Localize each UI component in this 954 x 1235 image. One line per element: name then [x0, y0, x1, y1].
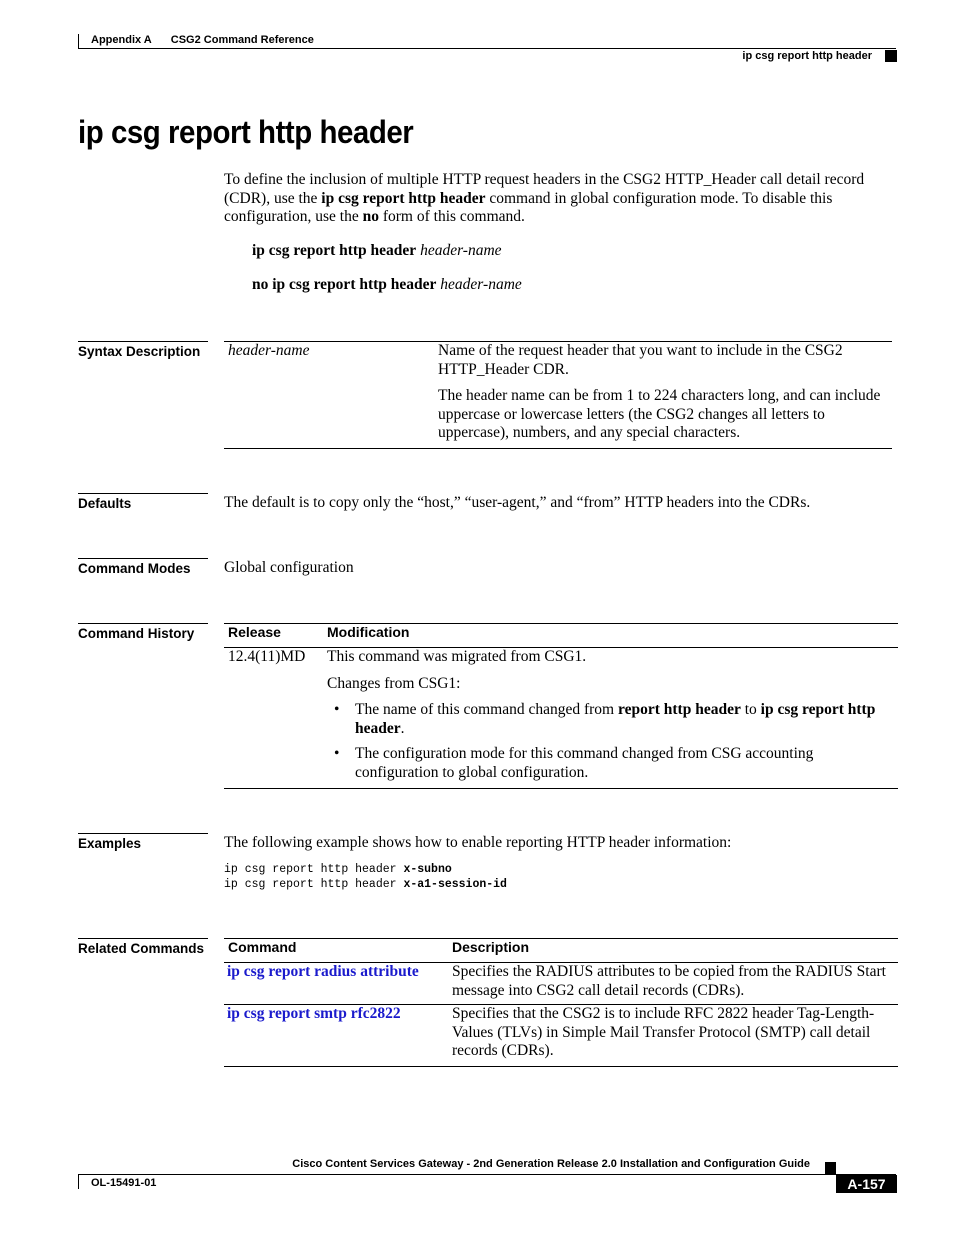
- intro-text-2: command in global configuration mode. To disable this configuration, use the: [224, 189, 833, 225]
- section-label-related-commands: Related Commands: [78, 938, 208, 956]
- bullet2-text: The configuration mode for this command changed from CSG accounting configuration to global configuration.: [355, 745, 814, 781]
- syntax-line-2: [252, 276, 522, 295]
- section-label-syntax-description: Syntax Description: [78, 341, 208, 359]
- footer-page-number: A-157: [836, 1175, 897, 1193]
- section-label-examples: Examples: [78, 833, 208, 851]
- footer-marker-box: [825, 1162, 836, 1174]
- history-table-top-rule: [224, 623, 898, 624]
- bullet1-text-e: .: [400, 719, 405, 737]
- footer-rule-vertical: [78, 1174, 79, 1189]
- command-modes-text: Global configuration: [224, 559, 354, 576]
- syntax-table-bottom-rule: [224, 448, 892, 449]
- history-bullet-list: [327, 701, 893, 782]
- intro-command: ip csg report http header: [321, 189, 486, 207]
- related-command-link-1[interactable]: ip csg report radius attribute: [227, 963, 419, 980]
- related-description-2: Specifies that the CSG2 is to include RFC 2822 header Tag-Length-Values (TLVs) in Simple Mail Transfer Protocol (SMTP) call detail records (CDRs).: [452, 1005, 875, 1059]
- list-item: [327, 745, 893, 782]
- code-argument: x-subno: [403, 863, 452, 876]
- footer-guide-title: Cisco Content Services Gateway - 2nd Generation Release 2.0 Installation and Configuration Guide: [292, 1158, 810, 1170]
- section-label-command-modes: Command Modes: [78, 558, 208, 576]
- history-release: 12.4(11)MD: [228, 648, 306, 665]
- syntax-no-command: no ip csg report http header: [252, 276, 437, 293]
- intro-no-keyword: no: [362, 208, 379, 225]
- history-mod-line-1: This command was migrated from CSG1.: [327, 648, 587, 665]
- bullet-icon: •: [334, 745, 340, 762]
- header-chapter: CSG2 Command Reference: [170, 34, 314, 46]
- syntax-no-argument: header-name: [440, 276, 522, 293]
- intro-paragraph: [224, 171, 900, 227]
- syntax-line-1: [252, 242, 502, 261]
- syntax-command: ip csg report http header: [252, 242, 417, 259]
- example-code-line-2: [224, 877, 507, 892]
- bullet1-text-a: The name of this command changed from: [355, 701, 618, 718]
- syntax-desc-paragraph-2: The header name can be from 1 to 224 characters long, and can include uppercase or lowercase letters (the CSG2 changes all letters to uppercase), numbers, and any special characters.: [438, 387, 881, 441]
- header-marker-box: [885, 50, 897, 62]
- history-table-bottom-rule: [224, 788, 898, 789]
- history-modification: [327, 648, 893, 789]
- related-table-top-rule: [224, 938, 898, 939]
- footer-rule: [78, 1174, 896, 1175]
- history-mod-line-2: Changes from CSG1:: [327, 674, 461, 692]
- examples-text: The following example shows how to enable reporting HTTP header information:: [224, 834, 732, 851]
- page-title: ip csg report http header: [78, 114, 414, 150]
- running-header: [91, 34, 330, 46]
- history-col-modification: Modification: [327, 624, 410, 640]
- code-prefix: ip csg report http header: [224, 878, 404, 891]
- example-code-line-1: [224, 862, 507, 877]
- intro-text-3: form of this command.: [378, 208, 525, 225]
- section-label-command-history: Command History: [78, 623, 208, 641]
- related-table-bottom-rule: [224, 1066, 898, 1067]
- header-rule-vertical: [78, 34, 79, 49]
- syntax-param: [228, 342, 309, 361]
- related-command-link-2[interactable]: ip csg report smtp rfc2822: [227, 1005, 401, 1022]
- code-argument: x-a1-session-id: [403, 878, 507, 891]
- bullet1-old-command: report http header: [618, 701, 741, 718]
- example-code-block: [224, 862, 507, 892]
- syntax-param-name: header-name: [228, 342, 310, 359]
- footer-doc-number: OL-15491-01: [91, 1177, 157, 1189]
- bullet1-text-c: to: [740, 701, 761, 718]
- related-col-description: Description: [452, 939, 530, 955]
- related-description-1: Specifies the RADIUS attributes to be copied from the RADIUS Start message into CSG2 call detail records (CDRs).: [452, 963, 886, 999]
- syntax-argument: header-name: [420, 242, 502, 259]
- code-prefix: ip csg report http header: [224, 863, 404, 876]
- header-topic: ip csg report http header: [742, 50, 872, 62]
- header-rule: [78, 48, 896, 49]
- list-item: [327, 701, 893, 738]
- history-col-release: Release: [228, 624, 281, 640]
- related-col-command: Command: [228, 939, 297, 955]
- bullet-icon: •: [334, 701, 340, 718]
- section-label-defaults: Defaults: [78, 493, 208, 511]
- defaults-text: The default is to copy only the “host,” “user-agent,” and “from” HTTP headers into the CDRs.: [224, 494, 811, 511]
- bullet1-new-command: ip csg report http header: [355, 701, 876, 737]
- intro-text-1: To define the inclusion of multiple HTTP request headers in the CSG2 HTTP_Header call detail record (CDR), use the: [224, 171, 865, 207]
- syntax-param-description: [438, 342, 886, 443]
- header-appendix: Appendix A: [91, 34, 152, 46]
- syntax-desc-paragraph-1: Name of the request header that you want to include in the CSG2 HTTP_Header CDR.: [438, 342, 843, 378]
